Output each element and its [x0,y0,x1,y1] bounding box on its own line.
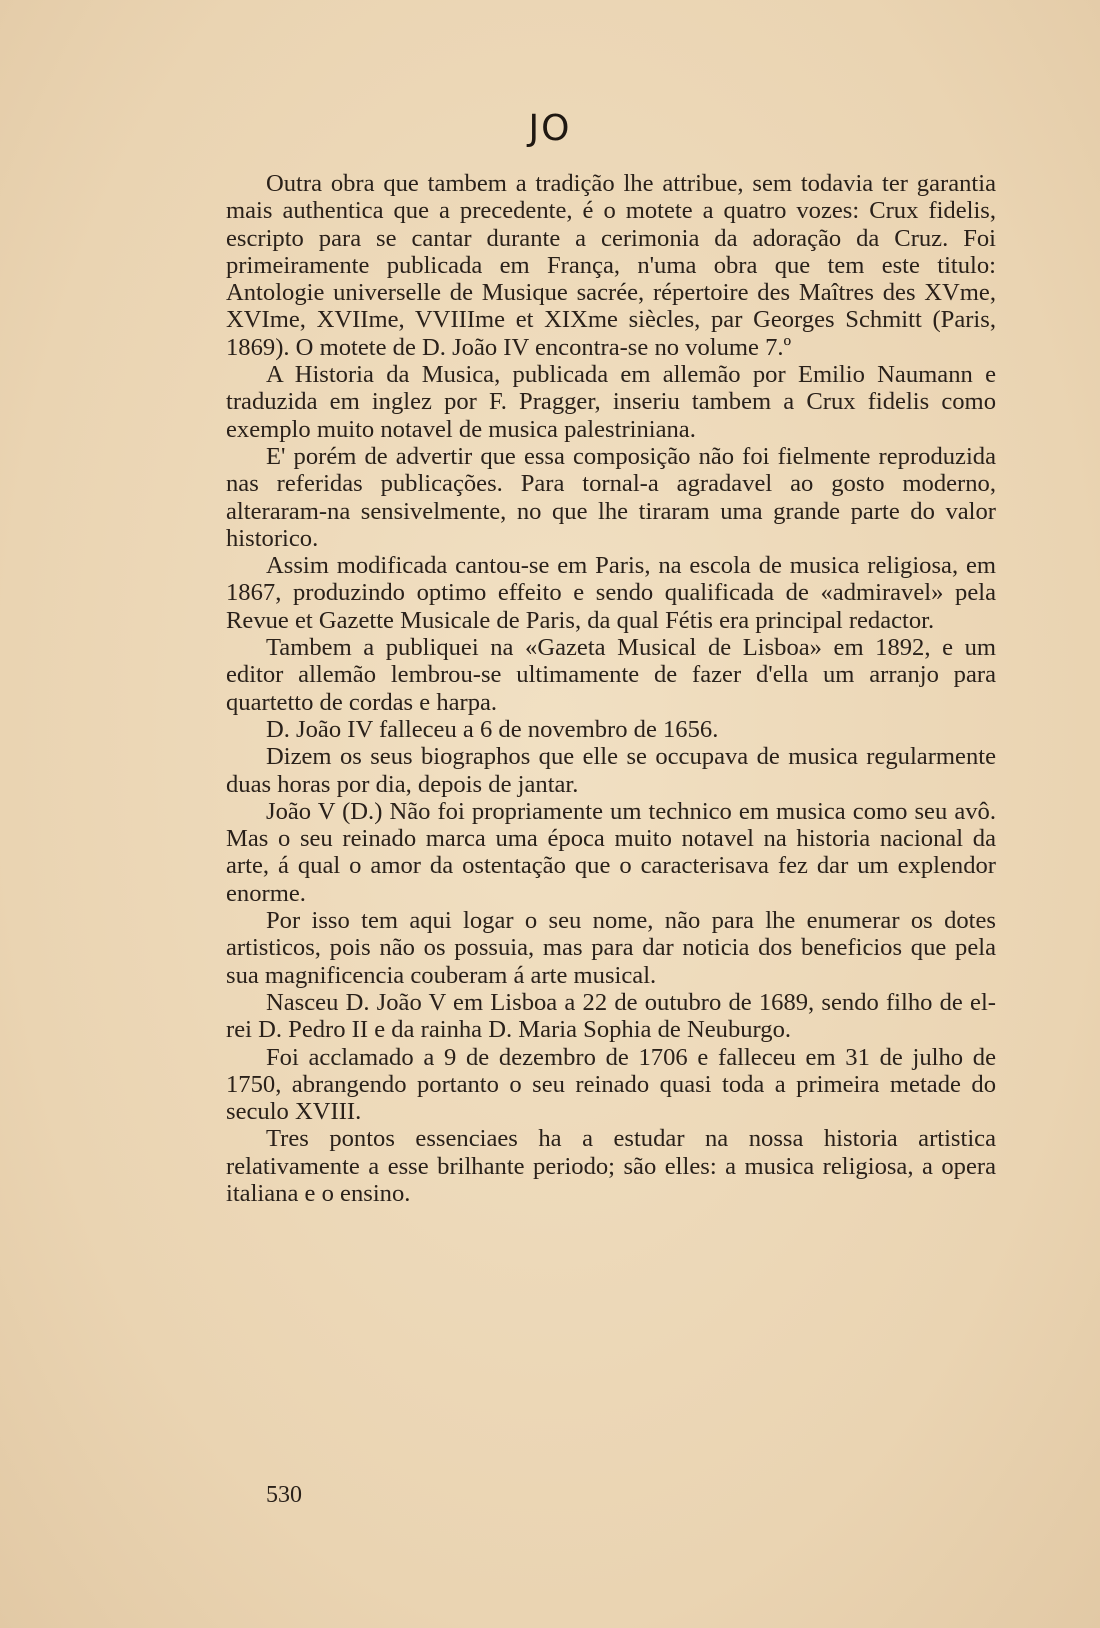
paragraph-4: Assim modificada cantou-se em Paris, na escola de musica religiosa, em 1867, produzindo optimo effeito e sendo qualificada de «admiravel» pela Revue et Gazette Musicale de Paris, da qual Fétis era principal redactor. [226,552,996,634]
paragraph-2: A Historia da Musica, publicada em allemão por Emilio Naumann e traduzida em inglez por F. Pragger, inseriu tambem a Crux fidelis como exemplo muito notavel de musica palestriniana. [226,361,996,443]
paragraph-10: Nasceu D. João V em Lisboa a 22 de outubro de 1689, sendo filho de el-rei D. Pedro II e da rainha D. Maria Sophia de Neuburgo. [226,988,996,1044]
page-number: 530 [266,1482,302,1508]
paragraph-6: D. João IV falleceu a 6 de novembro de 1656. [266,715,719,743]
body-text [226,170,996,1207]
running-header: JO [528,108,572,149]
paragraph-11: Foi acclamado a 9 de dezembro de 1706 e falleceu em 31 de julho de 1750, abrangendo portanto o seu reinado quasi toda a primeira metade do seculo XVIII. [226,1043,996,1126]
paragraph-8-entry-joao-v: João V (D.) Não foi propriamente um technico em musica como seu avô. Mas o seu reinado marca uma época muito notavel na historia nacional da arte, á qual o amor da ostentação que o caracterisava fez dar um explendor enorme. [226,797,996,907]
paragraph-1: Outra obra que tambem a tradição lhe attribue, sem todavia ter garantia mais authentica que a precedente, é o motete a quatro vozes: Crux fidelis, escripto para se cantar durante a cerimonia da adoração da Cruz. Foi primeiramente publicada em França, n'uma obra que tem este titulo: Antologie universelle de Musique sacrée, répertoire des Maîtres des XVme, XVIme, XVIIme, VVIIIme et XIXme siècles, par Georges Schmitt (Paris, 1869). O motete de D. João IV encontra-se no volume 7.º [226,170,996,361]
paragraph-3: E' porém de advertir que essa composição não foi fielmente reproduzida nas referidas publicações. Para tornal-a agradavel ao gosto moderno, alteraram-na sensivelmente, no que lhe tiraram uma grande parte do valor historico. [226,442,996,552]
paragraph-12: Tres pontos essenciaes ha a estudar na nossa historia artistica relativamente a esse brilhante periodo; são elles: a musica religiosa, a opera italiana e o ensino. [226,1125,996,1207]
paragraph-9: Por isso tem aqui logar o seu nome, não para lhe enumerar os dotes artisticos, pois não os possuia, mas para dar noticia dos beneficios que pela sua magnificencia couberam á arte musical. [226,907,996,989]
paragraph-7: Dizem os seus biographos que elle se occupava de musica regularmente duas horas por dia, depois de jantar. [226,743,996,798]
paragraph-5: Tambem a publiquei na «Gazeta Musical de Lisboa» em 1892, e um editor allemão lembrou-se ultimamente de fazer d'ella um arranjo para quartetto de cordas e harpa. [226,634,996,716]
